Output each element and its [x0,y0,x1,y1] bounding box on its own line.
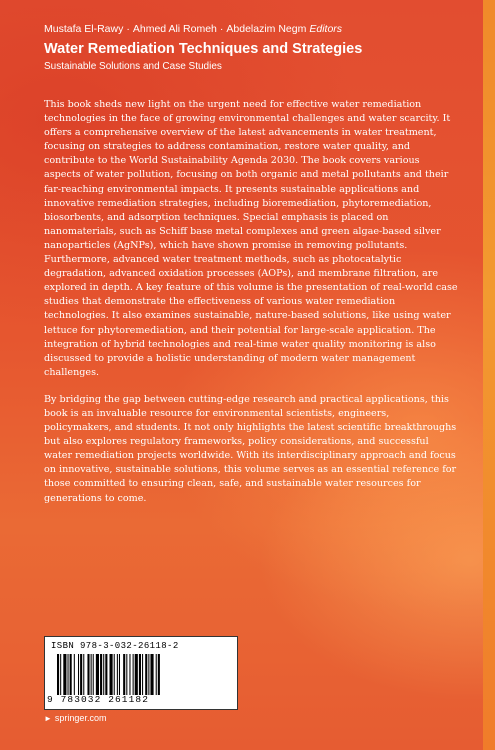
blurb [44,98,459,519]
barcode-image [57,654,229,695]
isbn-label: ISBN 978-3-032-26118-2 [51,641,179,651]
book-subtitle: Sustainable Solutions and Case Studies [44,61,222,72]
publisher-link-text: springer.com [54,713,107,723]
editor-separator: · [126,23,130,35]
editor-name: Abdelazim Negm [226,23,307,35]
triangle-right-icon: ► [44,714,52,723]
publisher-link[interactable] [44,713,106,723]
editor-name: Mustafa El-Rawy [44,23,124,35]
editor-name: Ahmed Ali Romeh [132,23,217,35]
blurb-paragraph: By bridging the gap between cutting-edge research and practical applications, this book is an invaluable resource for environmental scientists, engineers, policymakers, and students. It not only highlights the latest scientific breakthroughs but also explores regulatory frameworks, policy considerations, and successful water remediation projects worldwide. With its interdisciplinary approach and focus on innovative, sustainable solutions, this volume serves as an essential reference for those committed to ensuring clean, safe, and sustainable water resources for generations to come. [44,393,457,504]
spine-edge [483,0,495,750]
editors-line [44,22,474,36]
barcode-panel [44,636,238,710]
barcode-digits: 9 783032 261182 [47,694,150,705]
blurb-paragraph: This book sheds new light on the urgent need for effective water remediation technologies in the face of growing environmental challenges and water scarcity. It offers a comprehensive overview of the latest advancements in water treatment, focusing on strategies to address contamination, restore water quality, and contribute to the World Sustainability Agenda 2030. The book covers various aspects of water pollution, focusing on both organic and metal pollutants and their far-reaching environmental impacts. It presents sustainable applications and innovative remediation strategies, including bioremediation, phytoremediation, biosorbents, and adsorption techniques. Special emphasis is placed on nanomaterials, such as Schiff base metal complexes and green algae-based silver nanoparticles (AgNPs), which have shown promise in removing pollutants. Furthermore, advanced water treatment methods, such as photocatalytic degradation, advanced oxidation processes (AOPs), and membrane filtration, are explored in depth. A key feature of this volume is the presentation of real-world case studies that demonstrate the effectiveness of various water remediation technologies. It also examines sustainable, nature-based solutions, like using water lettuce for phytoremediation, and their potential for large-scale application. The integration of hybrid technologies and real-time water quality monitoring is also discussed to provide a holistic understanding of modern water management challenges. [44,99,458,378]
cover-header [44,22,474,73]
book-title: Water Remediation Techniques and Strategies [44,41,363,57]
editor-separator: · [219,23,224,35]
editors-role: Editors [309,23,343,35]
